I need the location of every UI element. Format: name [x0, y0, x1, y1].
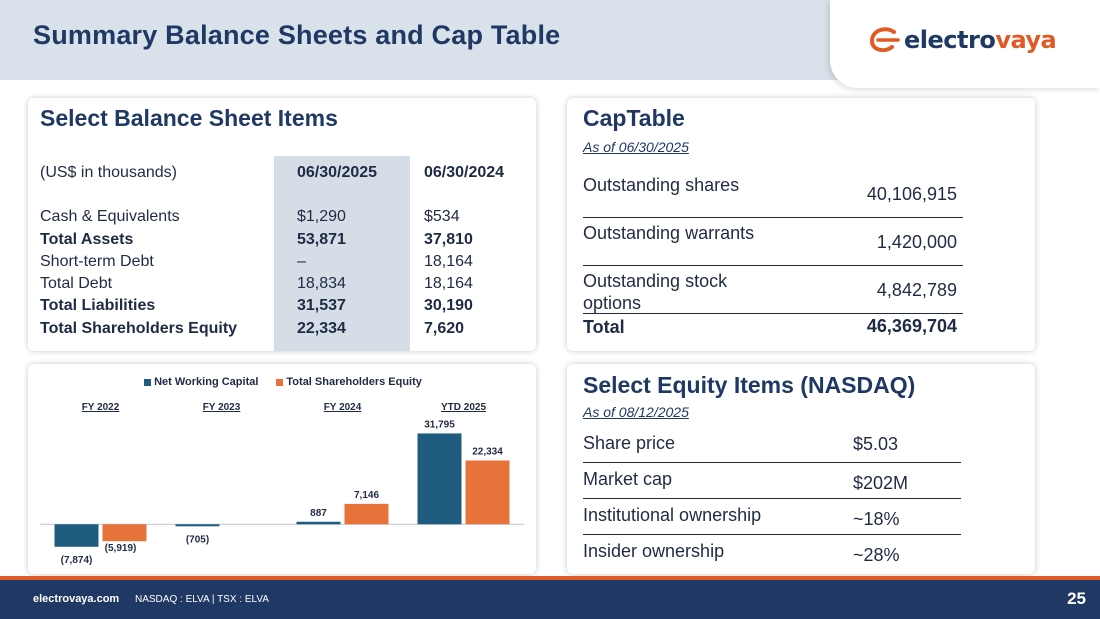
bs-row-short-term-debt — [40, 253, 530, 275]
logo-swoosh-icon — [868, 26, 902, 54]
cap-row-options — [583, 266, 963, 314]
column-header-prior: 06/30/2024 — [424, 164, 505, 181]
cap-row-total — [583, 314, 963, 340]
row-value-prior: 18,164 — [424, 275, 473, 292]
footer-ticker: NASDAQ : ELVA | TSX : ELVA — [135, 594, 269, 605]
row-value: ~28% — [853, 545, 900, 565]
bar-equity — [466, 460, 510, 524]
eq-row-share-price — [583, 427, 961, 463]
cap-table-as-of: As of 06/30/2025 — [583, 139, 689, 155]
bar-equity — [103, 524, 147, 541]
category-label: FY 2022 — [81, 402, 120, 413]
row-label: Total Debt — [40, 275, 113, 292]
balance-sheet-card — [28, 98, 536, 351]
row-value: $5.03 — [853, 434, 899, 454]
units-label: (US$ in thousands) — [40, 164, 177, 181]
category-label: FY 2024 — [323, 402, 362, 413]
bar-nwc — [297, 522, 341, 525]
row-label: Insider ownership — [583, 541, 725, 561]
row-value-current: 53,871 — [297, 231, 346, 248]
bar-nwc — [55, 524, 99, 546]
bs-row-shareholders-equity — [40, 320, 530, 342]
bar-chart — [28, 364, 536, 574]
row-label: Cash & Equivalents — [40, 208, 180, 225]
data-label: (7,874) — [60, 554, 93, 566]
logo-text-main: electro — [904, 26, 996, 54]
cap-table-title: CapTable — [583, 105, 685, 131]
row-value-current: 18,834 — [297, 275, 346, 292]
data-label: 31,795 — [424, 419, 455, 431]
row-value-prior: 18,164 — [424, 253, 473, 270]
company-logo[interactable] — [868, 26, 1056, 54]
row-value-prior: 37,810 — [424, 231, 473, 248]
row-value-current: 22,334 — [297, 320, 346, 337]
row-label: Total Shareholders Equity — [40, 320, 238, 337]
eq-row-insider — [583, 535, 961, 571]
data-label: 7,146 — [353, 489, 380, 501]
row-value: ~18% — [853, 509, 900, 529]
row-value-prior: 7,620 — [424, 320, 465, 337]
row-label: Outstanding shares — [583, 175, 740, 195]
row-label: Short-term Debt — [40, 253, 154, 270]
row-value: 40,106,915 — [866, 184, 957, 204]
category-label: FY 2023 — [202, 402, 241, 413]
footer — [0, 580, 1100, 619]
row-label: Market cap — [583, 469, 673, 489]
bar-nwc — [176, 524, 220, 526]
equity-items-as-of: As of 08/12/2025 — [583, 404, 689, 420]
bar-nwc — [418, 433, 462, 524]
legend-label-nwc: Net Working Capital — [154, 376, 259, 388]
data-label: (705) — [185, 534, 210, 546]
bs-row-total-liabilities — [40, 297, 530, 319]
row-value-prior: 30,190 — [424, 297, 473, 314]
column-header-current: 06/30/2025 — [297, 164, 378, 181]
equity-items-title: Select Equity Items (NASDAQ) — [583, 372, 916, 398]
category-label: YTD 2025 — [440, 402, 487, 413]
row-value-current: 31,537 — [297, 297, 346, 314]
row-label: Total Liabilities — [40, 297, 156, 314]
eq-row-market-cap — [583, 463, 961, 499]
row-label: Outstanding warrants — [583, 223, 755, 243]
chart-card — [28, 364, 536, 574]
row-value-current: $1,290 — [297, 208, 346, 225]
cap-table-card — [567, 98, 1035, 351]
cap-row-warrants — [583, 218, 963, 266]
footer-website-link[interactable]: electrovaya.com — [33, 593, 120, 605]
row-value-prior: $534 — [424, 208, 460, 225]
bar-equity — [345, 504, 389, 524]
logo-text-accent: vaya — [995, 26, 1057, 54]
bs-row-total-assets — [40, 231, 530, 253]
row-value: 46,369,704 — [866, 316, 957, 336]
data-label: 887 — [310, 507, 327, 519]
cap-row-shares — [583, 170, 963, 218]
balance-sheet-title: Select Balance Sheet Items — [40, 105, 338, 131]
eq-row-institutional — [583, 499, 961, 535]
row-label: Total — [583, 317, 625, 337]
bs-row-total-debt — [40, 275, 530, 297]
row-label: Outstanding stock options — [583, 271, 728, 313]
data-label: 22,334 — [472, 446, 503, 458]
row-label: Institutional ownership — [583, 505, 762, 525]
legend-label-equity: Total Shareholders Equity — [286, 376, 422, 388]
row-label: Share price — [583, 433, 676, 453]
equity-items-card — [567, 364, 1035, 574]
page-title: Summary Balance Sheets and Cap Table — [33, 20, 561, 50]
row-value: 4,842,789 — [876, 280, 957, 300]
page-number: 25 — [1067, 589, 1086, 608]
row-value-current: – — [297, 253, 306, 270]
row-value: 1,420,000 — [876, 232, 957, 252]
data-label: (5,919) — [104, 543, 137, 555]
bs-row-cash — [40, 208, 530, 230]
row-value: $202M — [853, 473, 909, 493]
row-label: Total Assets — [40, 231, 134, 248]
